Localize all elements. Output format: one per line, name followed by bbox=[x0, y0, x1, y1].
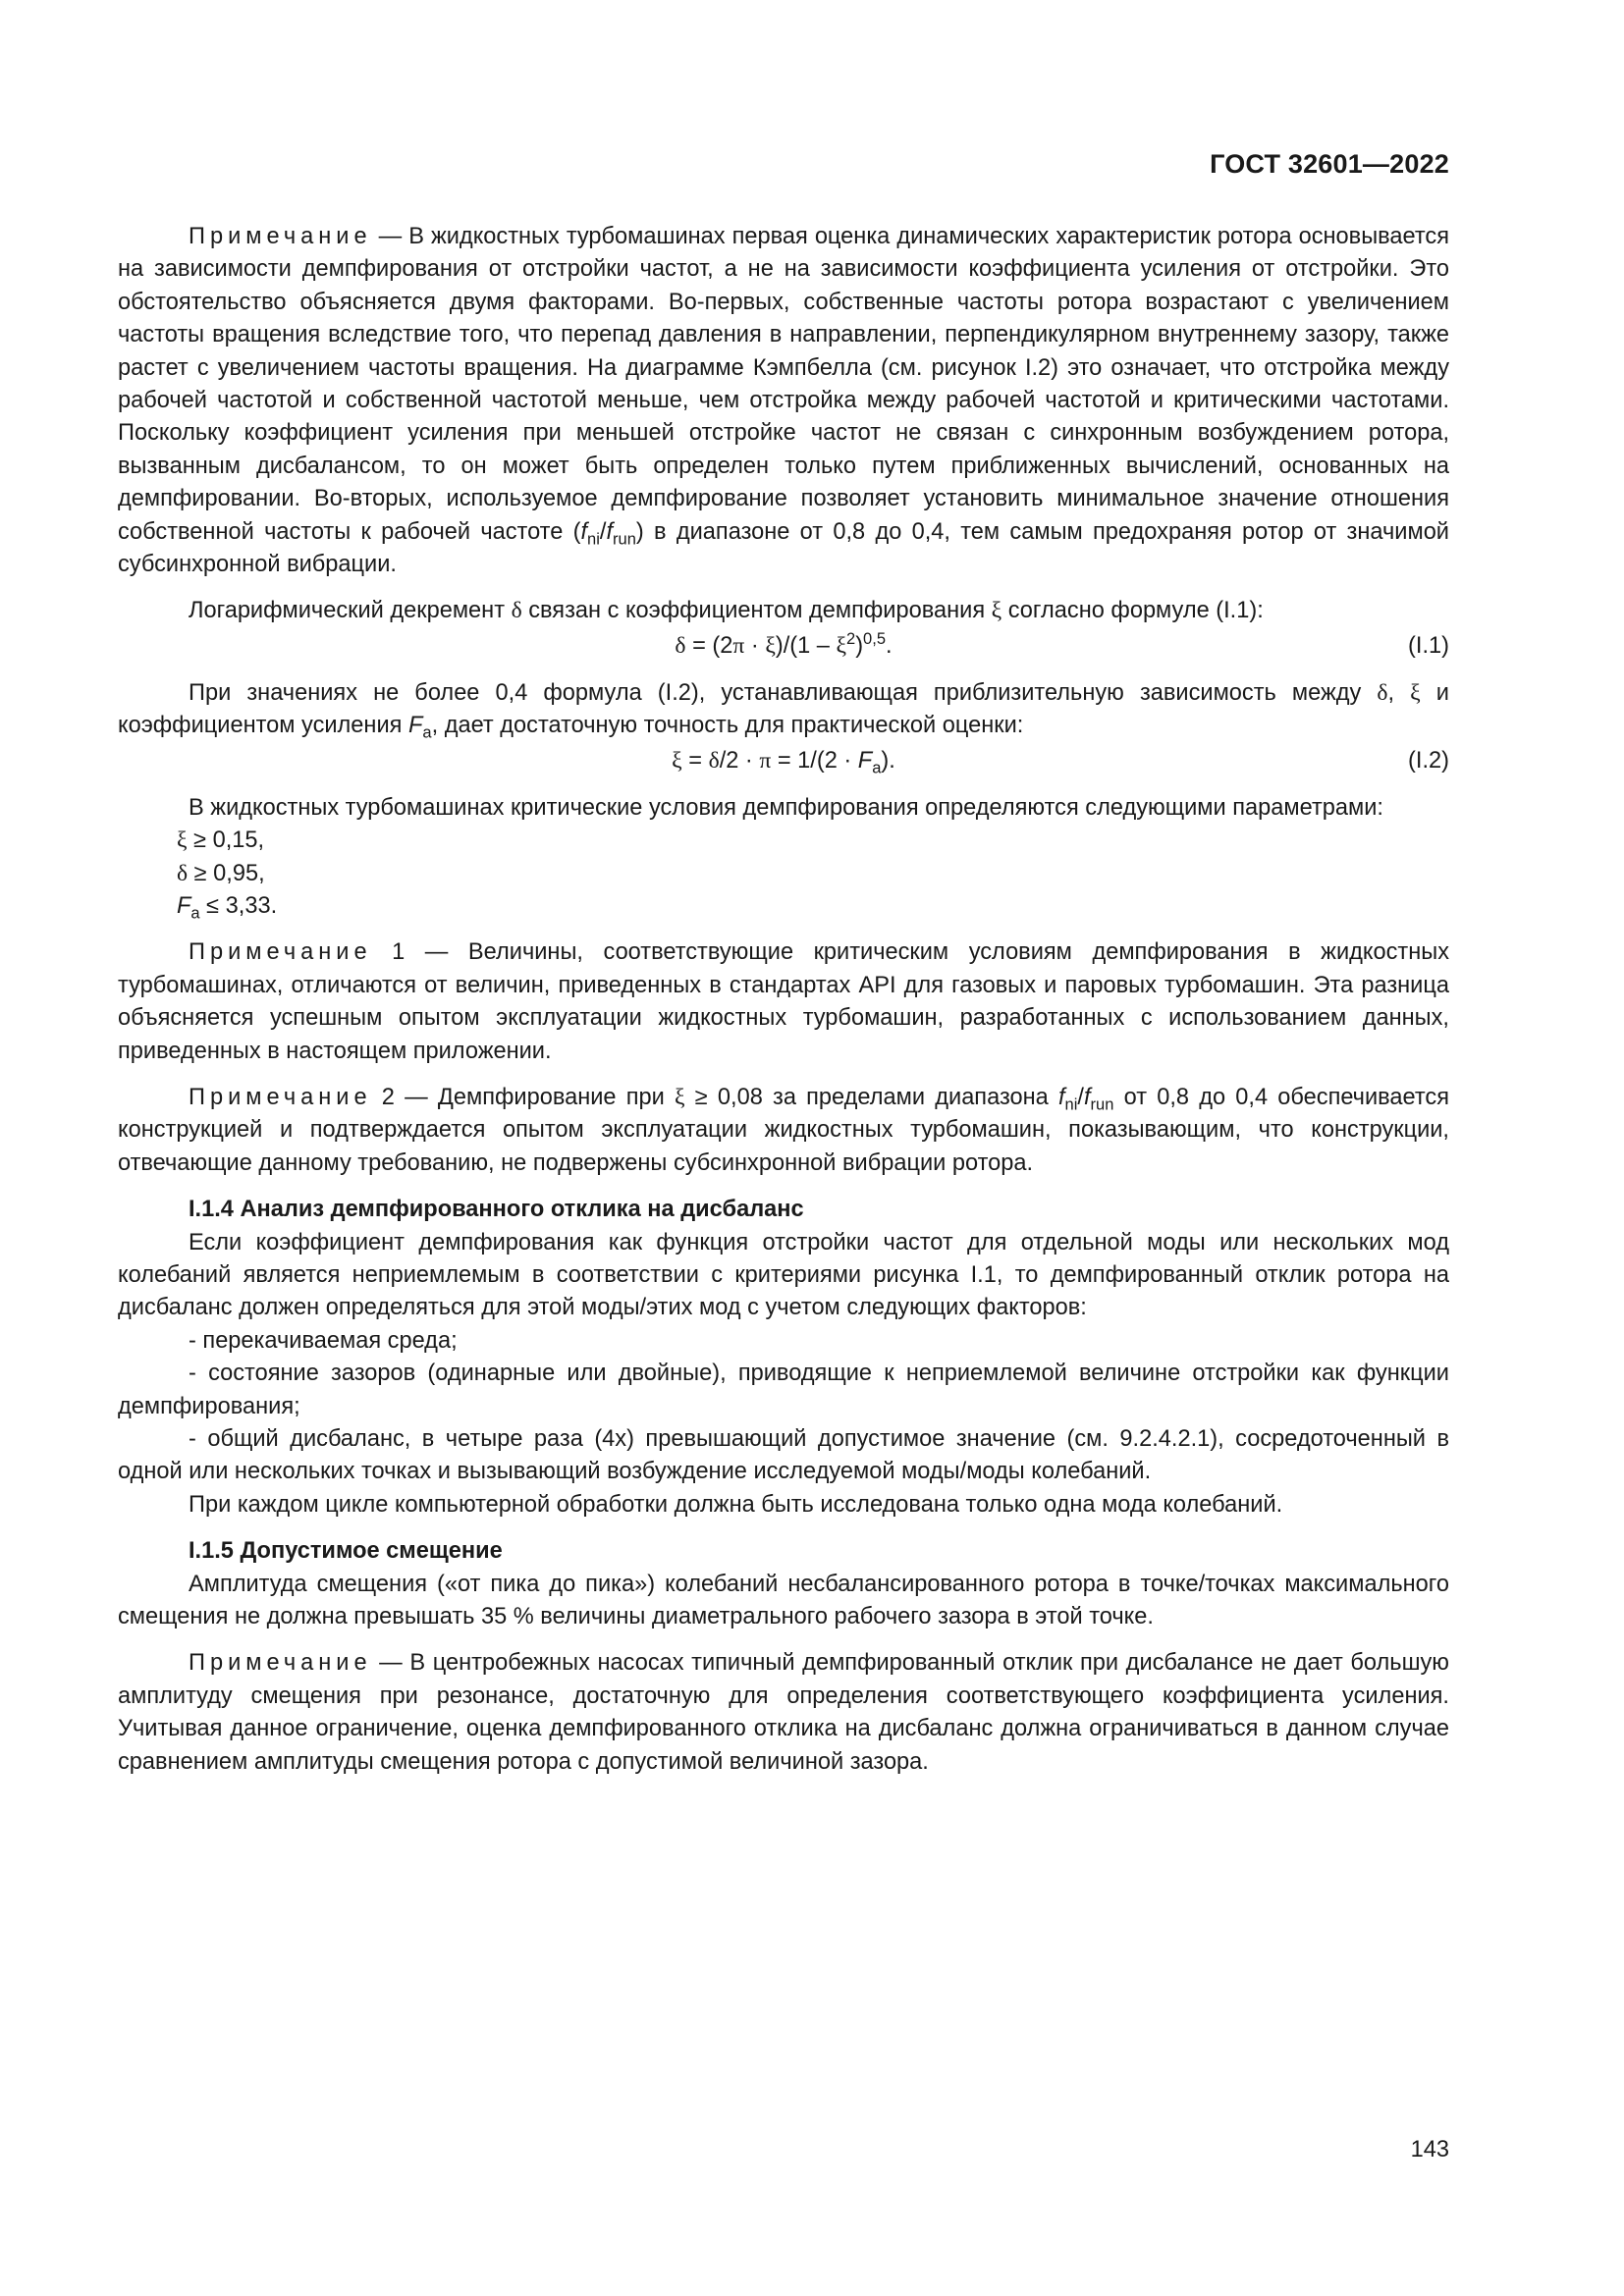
note-label: Примечание bbox=[189, 224, 372, 249]
section-i14-heading: I.1.4 Анализ демпфированного отклика на дисбаланс bbox=[189, 1197, 804, 1223]
note-3-paragraph: Примечание — В центробежных насосах типичный демпфированный отклик при дисбалансе не дает большую амплитуду смещения при резонансе, достаточную для определения соответствующего коэффициента усиления. Учитывая данное ограничение, оценка демпфированного отклика на дисбаланс должна ограничиваться в данном случае сравнением амплитуды смещения ротора с допустимой величиной зазора. bbox=[118, 1650, 1449, 1775]
page-number: 143 bbox=[1410, 2137, 1449, 2163]
log-decrement-paragraph: Логарифмический декремент δ связан с коэффициентом демпфирования ξ согласно формуле (I.1): bbox=[189, 598, 1264, 624]
formula-i1-number: (I.1) bbox=[1408, 632, 1449, 659]
critical-conditions-paragraph: В жидкостных турбомашинах критические условия демпфирования определяются следующими параметрами: bbox=[189, 794, 1383, 821]
section-i15-paragraph: Амплитуда смещения («от пика до пика») колебаний несбалансированного ротора в точке/точках максимального смещения не должна превышать 35 % величины диаметрального рабочего зазора в этой точке. bbox=[118, 1571, 1449, 1630]
section-i14-paragraph-2: При каждом цикле компьютерной обработки должна быть исследована только одна мода колебаний. bbox=[189, 1491, 1283, 1518]
note-1-paragraph: Примечание 1 — Величины, соответствующие критическим условиям демпфирования в жидкостных турбомашинах, отличаются от величин, приведенных в стандартах API для газовых и паровых турбомашин. Эта разница объясняется успешным опытом эксплуатации жидкостных турбомашин, разработанных с использованием данных, приведенных в настоящем приложении. bbox=[118, 939, 1449, 1064]
critical-parameters-list bbox=[118, 825, 1449, 923]
list-item: $F_a \le 3,33$. bbox=[177, 892, 278, 923]
list-item: - состояние зазоров (одинарные или двойные), приводящие к неприемлемой величине отстройки как функции демпфирования; bbox=[118, 1361, 1449, 1419]
formula-i2-expression: $\xi = \delta/2 \cdot \pi = 1/(2 \cdot F_a)$. bbox=[672, 747, 895, 777]
list-item: δ ≥ 0,95, bbox=[177, 860, 265, 886]
list-item: - общий дисбаланс, в четыре раза (4х) превышающий допустимое значение (см. 9.2.4.2.1), сосредоточенный в одной или нескольких точках и вызывающий возбуждение исследуемой моды/моды колебаний. bbox=[118, 1426, 1449, 1485]
note-2-paragraph: Примечание 2 — Демпфирование при ξ ≥ 0,08 за пределами диапазона $f_{ni}/f_{run}$ от 0,8 до 0,4 обеспечивается конструкцией и подтверждается опытом эксплуатации жидкостных турбомашин, показывающим, что конструкции, отвечающие данному требованию, не подвержены субсинхронной вибрации ротора. bbox=[118, 1084, 1449, 1176]
formula-i1 bbox=[118, 630, 1449, 664]
list-item: - перекачиваемая среда; bbox=[189, 1327, 458, 1354]
list-item: ξ ≥ 0,15, bbox=[177, 828, 265, 854]
section-i15-heading: I.1.5 Допустимое смещение bbox=[189, 1538, 503, 1565]
page-content bbox=[118, 221, 1449, 1779]
formula-i2-number: (I.2) bbox=[1408, 747, 1449, 774]
section-i14-paragraph: Если коэффициент демпфирования как функция отстройки частот для отдельной моды или нескольких мод колебаний является неприемлемым в соответствии с критериями рисунка I.1, то демпфированный отклик ротора на дисбаланс должен определяться для этой моды/этих мод с учетом следующих факторов: bbox=[118, 1229, 1449, 1321]
document-id-header: ГОСТ 32601—2022 bbox=[1210, 149, 1449, 179]
approximation-paragraph: При значениях не более 0,4 формула (I.2), устанавливающая приблизительную зависимость между δ, ξ и коэффициентом усиления $F_a$, дает достаточную точность для практической оценки: bbox=[118, 679, 1449, 742]
formula-i1-expression: $\delta = (2\pi \cdot \xi)/(1 - \xi^2)^{0,5}$. bbox=[675, 629, 893, 659]
note-paragraph-1: Примечание — В жидкостных турбомашинах первая оценка динамических характеристик ротора основывается на зависимости демпфирования от отстройки частот, а не на зависимости коэффициента усиления от отстройки. Это обстоятельство объясняется двумя факторами. Во-первых, собственные частоты ротора возрастают с увеличением частоты вращения вследствие того, что перепад давления в направлении, перпендикулярном внутреннему зазору, также растет с увеличением частоты вращения. На диаграмме Кэмпбелла (см. рисунок I.2) это означает, что отстройка между рабочей частотой и собственной частотой меньше, чем отстройка между рабочей частотой и критическими частотами. Поскольку коэффициент усиления при меньшей отстройке частот не связан с синхронным возбуждением ротора, вызванным дисбалансом, то он может быть определен только путем приближенных вычислений, основанных на демпфировании. Во-вторых, используемое демпфирование позволяет установить минимальное значение отношения собственной частоты к рабочей частоте $(f_{ni}/f_{run})$ в диапазоне от 0,8 до 0,4, тем самым предохраняя ротор от значимой субсинхронной вибрации. bbox=[118, 224, 1449, 578]
formula-i2 bbox=[118, 745, 1449, 778]
